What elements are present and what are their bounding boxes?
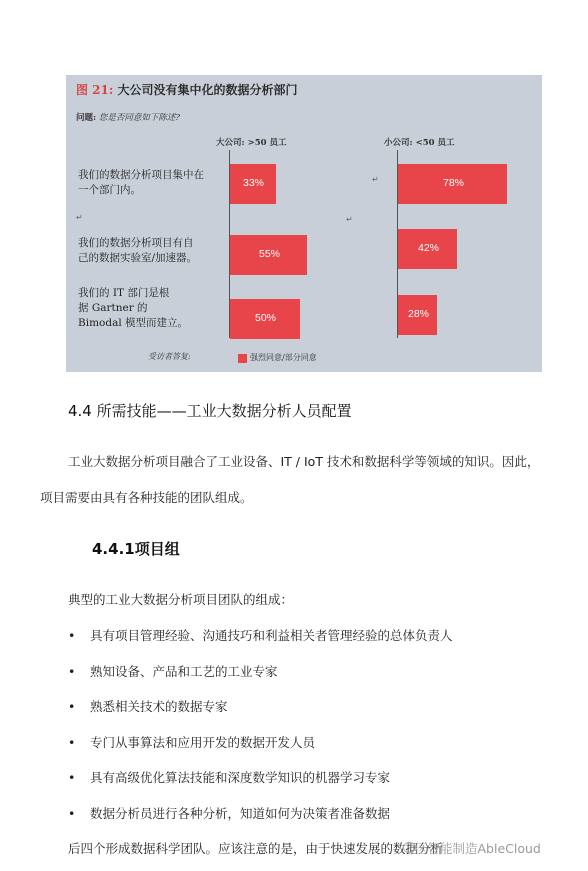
bar-large-2 xyxy=(230,235,307,275)
intro-line: 典型的工业大数据分析项目团队的组成： xyxy=(68,592,294,607)
question-text: 您是否同意如下陈述? xyxy=(98,113,180,123)
list-item-text: 专门从事算法和应用开发的数据开发人员 xyxy=(90,734,316,750)
bar-value-label: 55% xyxy=(259,248,281,260)
figure-number: 图 21: xyxy=(76,83,114,97)
return-mark-icon: ↵ xyxy=(346,215,353,224)
list-item xyxy=(68,733,315,751)
bullet-icon: • xyxy=(68,663,76,679)
bar-value-label: 28% xyxy=(408,308,430,320)
bar-small-3 xyxy=(398,295,437,335)
watermark: 区智能制造AbleCloud xyxy=(415,841,541,856)
bar-value-label: 33% xyxy=(243,177,265,189)
figure-title xyxy=(76,81,298,98)
bar-large-1 xyxy=(230,164,276,204)
bullet-icon: • xyxy=(68,770,76,785)
list-item xyxy=(68,697,228,715)
row-label-2: 我们的数据分析项目有自 己的数据实验室/加速器。 xyxy=(78,237,198,264)
list-item xyxy=(68,626,453,644)
row-label-1: 我们的数据分析项目集中在 一个部门内。 xyxy=(78,169,204,196)
row-label-3: 我们的 IT 部门是根 据 Gartner 的 Bimodal 模型而建立。 xyxy=(78,287,189,329)
list-item xyxy=(68,804,390,822)
figure-21 xyxy=(66,75,542,372)
column-header-large: 大公司: >50 员工 xyxy=(216,138,287,148)
legend-label: 强烈同意/部分同意 xyxy=(250,353,317,362)
list-item-text: 熟知设备、产品和工艺的工业专家 xyxy=(90,663,278,679)
bar-value-label: 50% xyxy=(255,312,277,324)
return-mark-icon: ↵ xyxy=(76,213,83,222)
question xyxy=(76,111,180,123)
list-item xyxy=(68,662,278,680)
bar-large-3 xyxy=(230,299,300,339)
list-item-text: 熟悉相关技术的数据专家 xyxy=(90,699,228,714)
bullet-icon: • xyxy=(68,699,76,714)
figure-title-text: 大公司没有集中化的数据分析部门 xyxy=(117,83,298,97)
last-line: 后四个形成数据科学团队。应该注意的是，由于快速发展的数据分析 xyxy=(68,841,444,856)
subsection-heading: 4.4.1项目组 xyxy=(92,540,180,558)
list-item-text: 具有高级优化算法技能和深度数学知识的机器学习专家 xyxy=(90,770,391,785)
bullet-icon: • xyxy=(68,734,76,750)
return-mark-icon: ↵ xyxy=(372,175,379,184)
question-label: 问题: xyxy=(76,113,97,123)
paragraph-line-1: 工业大数据分析项目融合了工业设备、IT / IoT 技术和数据科学等领域的知识。因此， xyxy=(68,454,540,469)
bar-small-2 xyxy=(398,229,457,269)
respondents-label: 受访者答复: xyxy=(148,352,191,361)
list-item-text: 具有项目管理经验、沟通技巧和利益相关者管理经验的总体负责人 xyxy=(90,628,453,643)
list-item xyxy=(68,768,390,786)
legend-swatch xyxy=(238,354,247,363)
bar-small-1 xyxy=(398,164,507,204)
paragraph-line-2: 项目需要由具有各种技能的团队组成。 xyxy=(40,490,253,505)
section-heading: 4.4 所需技能——工业大数据分析人员配置 xyxy=(68,402,352,420)
column-header-small: 小公司: <50 员工 xyxy=(384,138,455,148)
bar-value-label: 78% xyxy=(443,177,465,189)
bullet-icon: • xyxy=(68,805,76,821)
bullet-icon: • xyxy=(68,628,76,643)
list-item-text: 数据分析员进行各种分析，知道如何为决策者准备数据 xyxy=(90,805,391,821)
bar-value-label: 42% xyxy=(418,242,440,254)
